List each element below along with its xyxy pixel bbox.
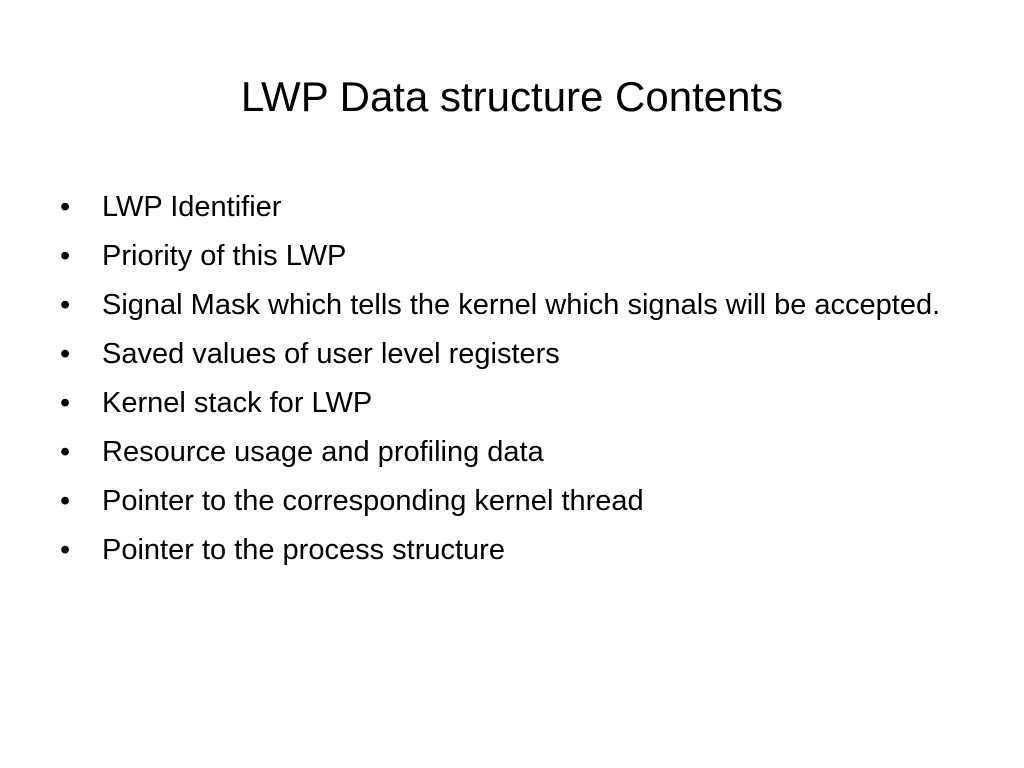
bullet-text: Priority of this LWP bbox=[102, 240, 347, 272]
bullet-icon: • bbox=[60, 436, 71, 468]
bullet-item-saved-registers bbox=[58, 333, 958, 376]
bullet-text: Saved values of user level registers bbox=[102, 338, 560, 370]
bullet-item-resource-usage bbox=[58, 431, 958, 474]
bullet-icon: • bbox=[60, 191, 71, 223]
slide-title: LWP Data structure Contents bbox=[240, 73, 784, 120]
bullet-text: Kernel stack for LWP bbox=[102, 387, 373, 419]
bullet-text: Pointer to the corresponding kernel thread bbox=[102, 485, 644, 517]
bullet-item-signal-mask bbox=[58, 284, 958, 327]
bullet-item-process-structure-pointer bbox=[58, 529, 958, 572]
bullet-text: Signal Mask which tells the kernel which signals will be accepted. bbox=[102, 289, 941, 321]
bullet-item-kernel-thread-pointer bbox=[58, 480, 958, 523]
bullet-icon: • bbox=[60, 485, 71, 517]
bullet-item-lwp-identifier bbox=[58, 186, 958, 229]
bullet-icon: • bbox=[60, 338, 71, 370]
bullet-list bbox=[58, 186, 958, 578]
bullet-item-kernel-stack bbox=[58, 382, 958, 425]
bullet-icon: • bbox=[60, 240, 71, 272]
bullet-text: LWP Identifier bbox=[102, 191, 282, 223]
bullet-text: Pointer to the process structure bbox=[102, 534, 505, 566]
bullet-icon: • bbox=[60, 534, 71, 566]
bullet-item-priority bbox=[58, 235, 958, 278]
bullet-icon: • bbox=[60, 289, 71, 321]
bullet-text: Resource usage and profiling data bbox=[102, 436, 544, 468]
bullet-icon: • bbox=[60, 387, 71, 419]
